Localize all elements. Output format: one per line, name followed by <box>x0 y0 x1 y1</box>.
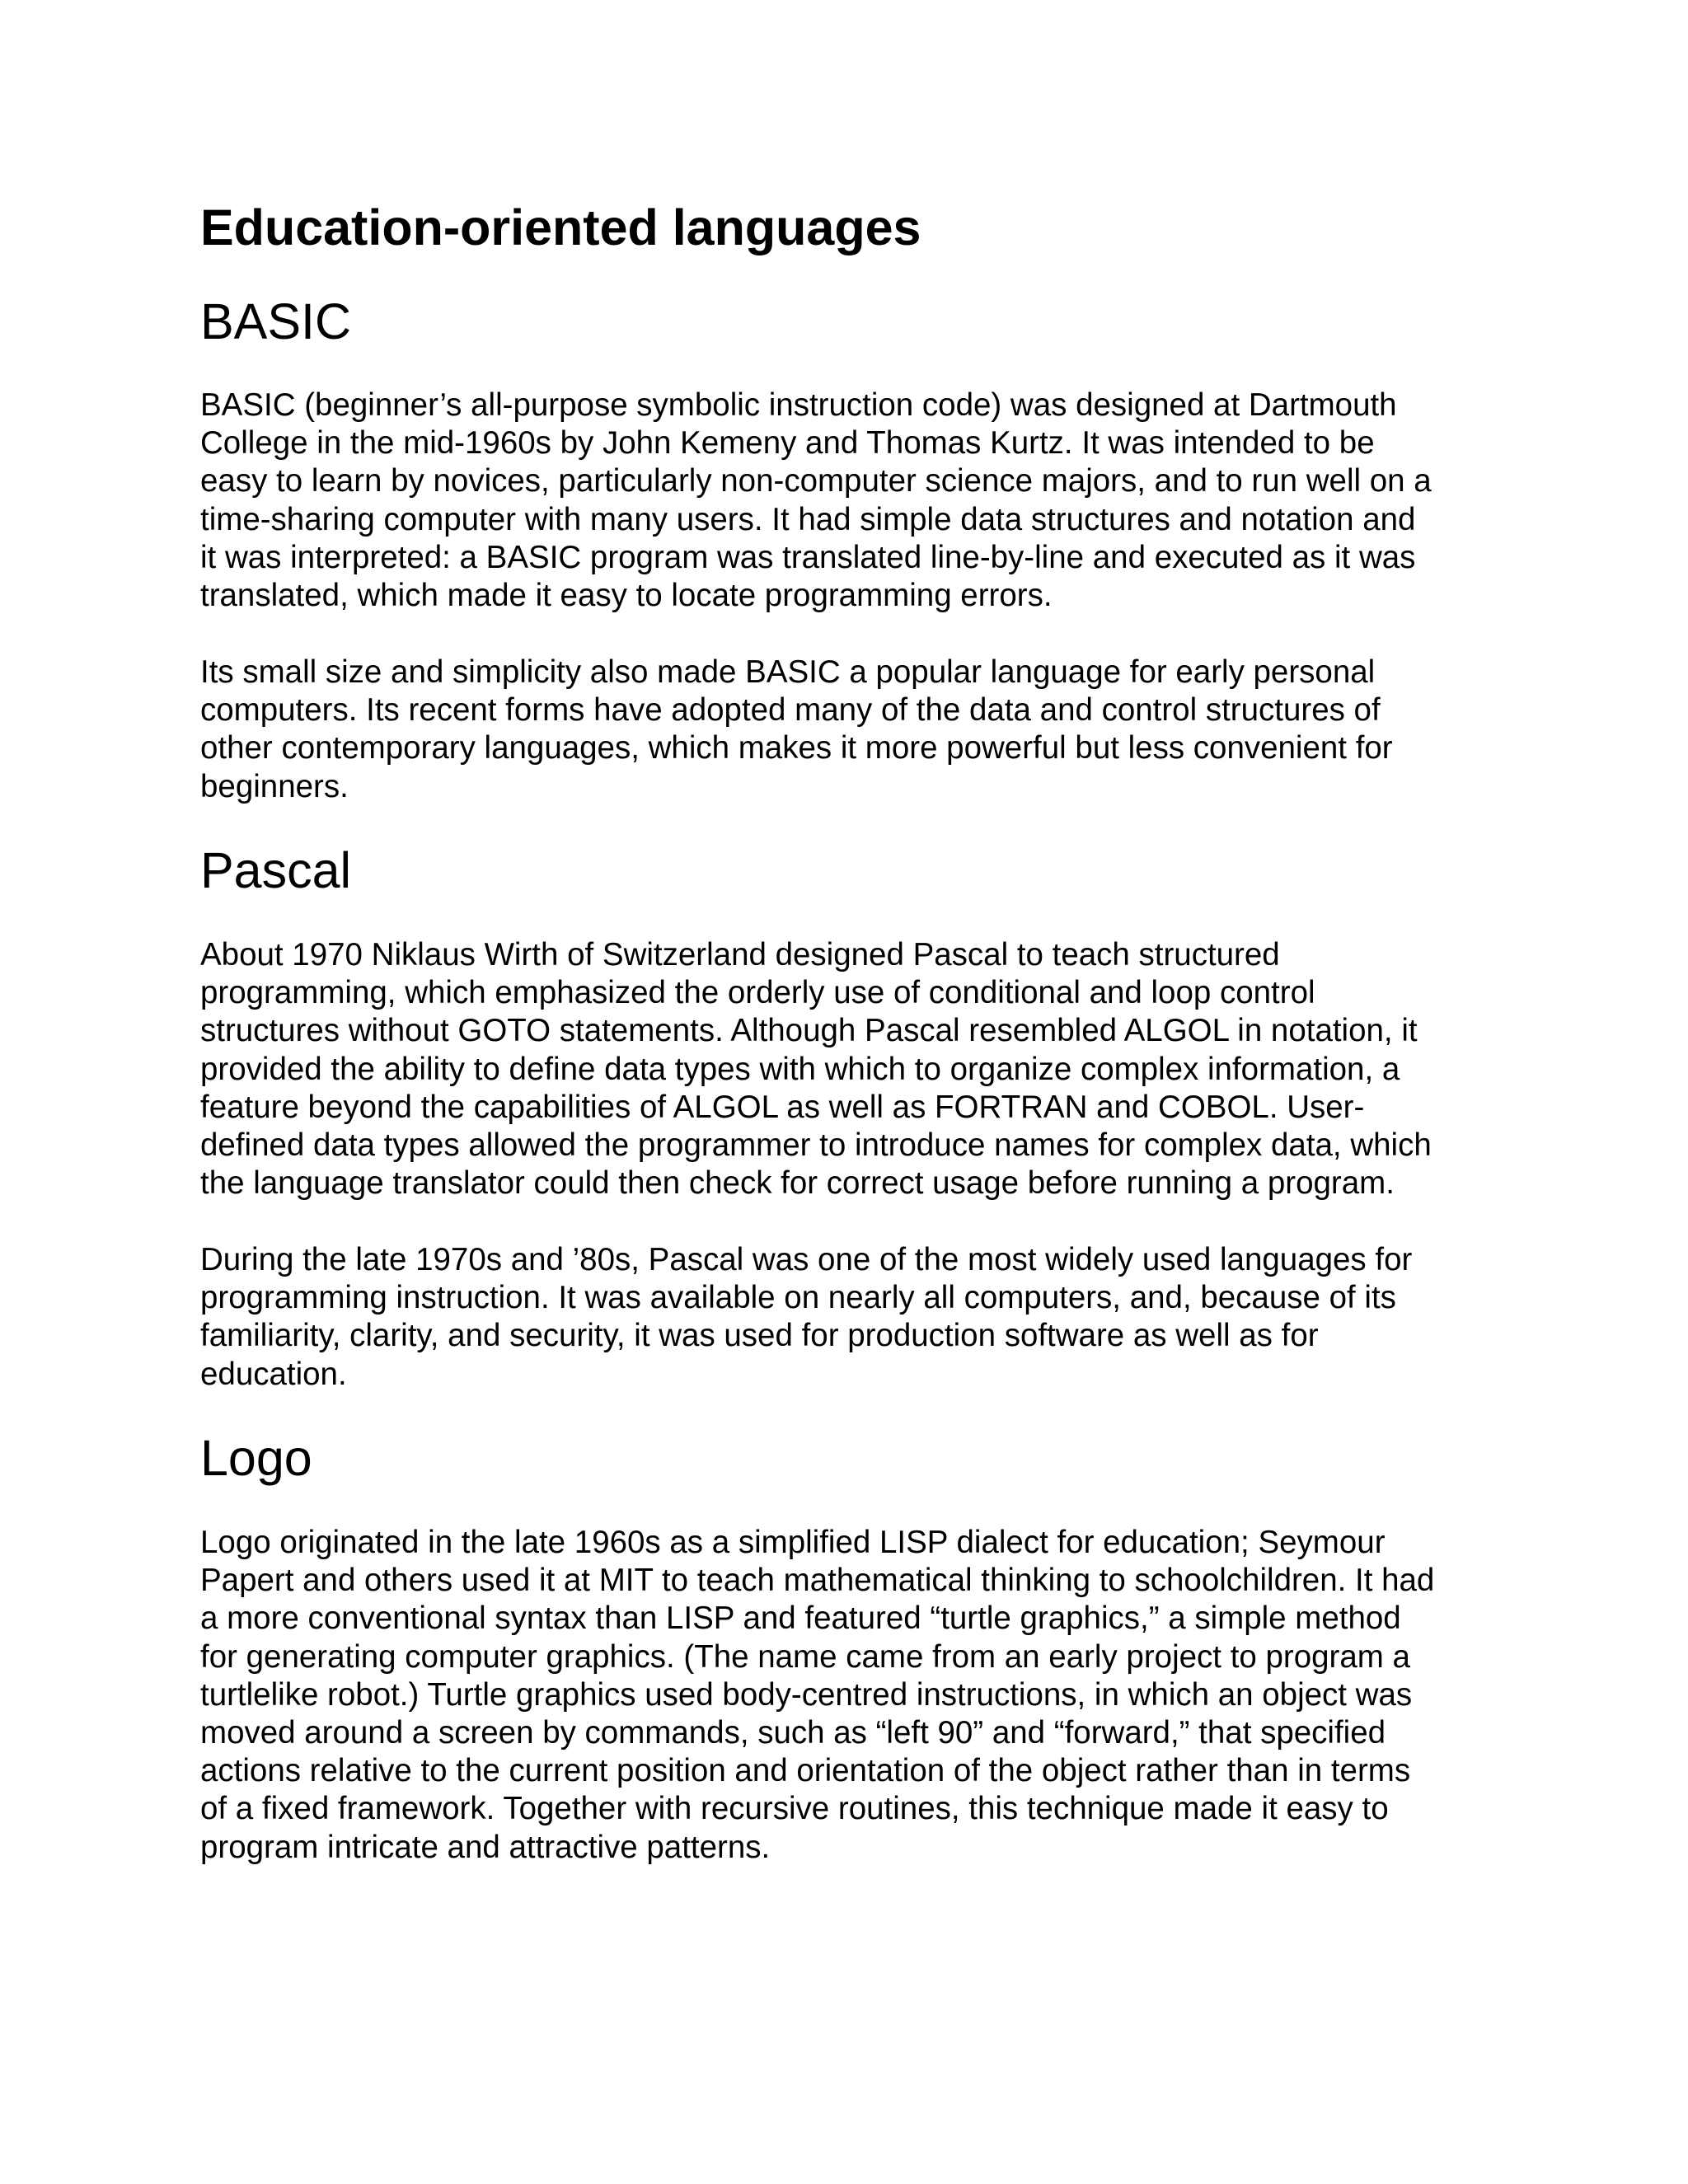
text-line: defined data types allowed the programmer to introduce names for complex data, which <box>200 1127 1432 1164</box>
text-line: feature beyond the capabilities of ALGOL as well as FORTRAN and COBOL. User- <box>200 1089 1365 1125</box>
text-line: other contemporary languages, which makes it more powerful but less convenient for <box>200 730 1393 766</box>
text-line: programming, which emphasized the orderly use of conditional and loop control <box>200 975 1315 1011</box>
section-heading-logo: Logo <box>200 1430 312 1486</box>
text-line: About 1970 Niklaus Wirth of Switzerland designed Pascal to teach structured <box>200 937 1280 972</box>
text-line: computers. Its recent forms have adopted many of the data and control structures of <box>200 692 1381 729</box>
text-line: easy to learn by novices, particularly non-computer science majors, and to run well on a <box>200 463 1432 499</box>
text-line: Papert and others used it at MIT to teach mathematical thinking to schoolchildren. It had <box>200 1563 1435 1599</box>
text-line: actions relative to the current position and orientation of the object rather than in terms <box>200 1753 1411 1789</box>
section-heading-pascal: Pascal <box>200 842 352 898</box>
text-line: education. <box>200 1356 347 1392</box>
text-line: Logo originated in the late 1960s as a simplified LISP dialect for education; Seymour <box>200 1525 1386 1560</box>
text-line: Its small size and simplicity also made BASIC a popular language for early personal <box>200 654 1376 690</box>
text-line: During the late 1970s and ’80s, Pascal was one of the most widely used languages for <box>200 1242 1413 1277</box>
paragraph-logo-1 <box>200 1524 1434 1867</box>
text-line: familiarity, clarity, and security, it was used for production software as well as for <box>200 1318 1319 1354</box>
text-line: time-sharing computer with many users. It had simple data structures and notation and <box>200 501 1416 537</box>
section-heading-basic: BASIC <box>200 293 352 349</box>
paragraph-basic-1 <box>200 387 1432 615</box>
paragraph-pascal-1 <box>200 936 1432 1202</box>
document-title: Education-oriented languages <box>200 199 921 255</box>
text-line: a more conventional syntax than LISP and featured “turtle graphics,” a simple method <box>200 1601 1401 1637</box>
text-line: structures without GOTO statements. Although Pascal resembled ALGOL in notation, it <box>200 1013 1418 1049</box>
text-line: the language translator could then check for correct usage before running a program. <box>200 1165 1395 1202</box>
text-line: BASIC (beginner’s all-purpose symbolic instruction code) was designed at Dartmouth <box>200 387 1397 423</box>
text-line: for generating computer graphics. (The name came from an early project to program a <box>200 1638 1410 1675</box>
text-line: of a fixed framework. Together with recursive routines, this technique made it easy to <box>200 1791 1389 1827</box>
text-line: programming instruction. It was available on nearly all computers, and, because of its <box>200 1280 1396 1316</box>
text-line: it was interpreted: a BASIC program was translated line-by-line and executed as it was <box>200 539 1416 575</box>
paragraph-pascal-2 <box>200 1241 1412 1394</box>
text-line: translated, which made it easy to locate programming errors. <box>200 578 1053 614</box>
text-line: moved around a screen by commands, such as “left 90” and “forward,” that specified <box>200 1715 1386 1751</box>
text-line: beginners. <box>200 768 349 804</box>
text-line: College in the mid-1960s by John Kemeny and Thomas Kurtz. It was intended to be <box>200 425 1375 462</box>
text-line: turtlelike robot.) Turtle graphics used body-centred instructions, in which an object was <box>200 1676 1413 1713</box>
text-line: provided the ability to define data types with which to organize complex information, a <box>200 1051 1400 1087</box>
text-line: program intricate and attractive patterns. <box>200 1829 771 1865</box>
paragraph-basic-2 <box>200 654 1393 806</box>
